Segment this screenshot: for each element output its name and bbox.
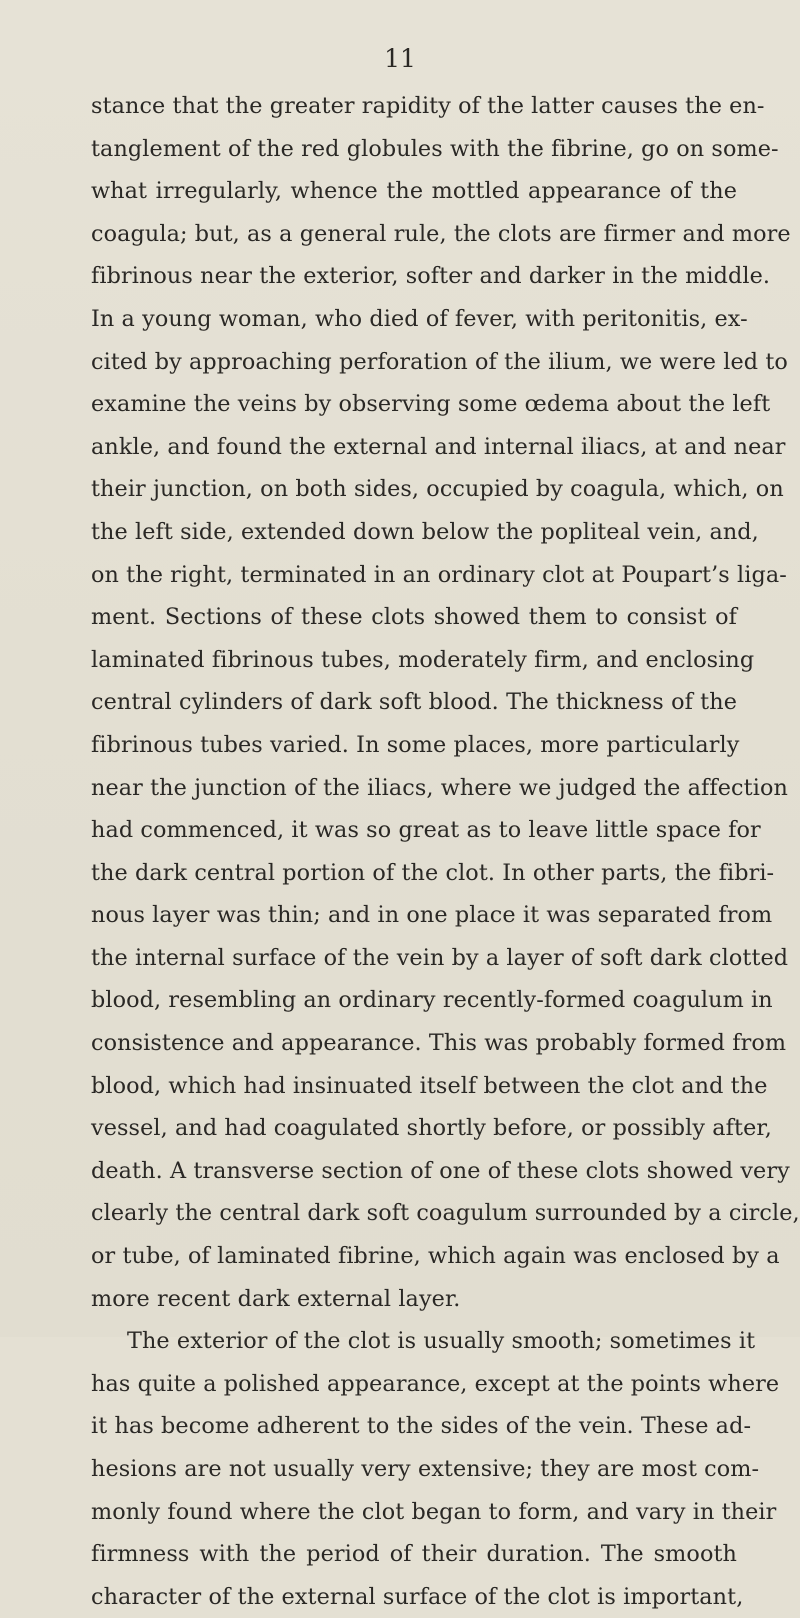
text-line: stance that the greater rapidity of the latter causes the en-: [91, 93, 765, 119]
text-line: blood, resembling an ordinary recently-formed coagulum in: [91, 987, 773, 1014]
text-line: ankle, and found the external and internal iliacs, at and near: [91, 433, 786, 460]
text-line: had commenced, it was so great as to leave little space for: [91, 817, 761, 844]
text-line: blood, which had insinuated itself between the clot and the: [91, 1072, 768, 1099]
text-line: central cylinders of dark soft blood. The thickness of the: [91, 689, 737, 716]
text-line: it has become adherent to the sides of the vein. These ad-: [91, 1413, 752, 1440]
text-line: fibrinous near the exterior, softer and darker in the middle.: [91, 263, 771, 290]
text-line: vessel, and had coagulated shortly before, or possibly after,: [91, 1115, 772, 1142]
page-number: 11: [384, 44, 416, 73]
text-line: nous layer was thin; and in one place it was separated from: [91, 902, 773, 929]
text-line: or tube, of laminated fibrine, which again was enclosed by a: [91, 1243, 780, 1270]
text-line: laminated fibrinous tubes, moderately firm, and enclosing: [91, 646, 755, 673]
text-line: the left side, extended down below the popliteal vein, and,: [91, 518, 759, 545]
text-line: firmness with the period of their duration. The smooth: [91, 1541, 737, 1568]
text-line: clearly the central dark soft coagulum surrounded by a circle,: [91, 1200, 800, 1227]
text-line: hesions are not usually very extensive; they are most com-: [91, 1456, 760, 1482]
text-line: consistence and appearance. This was probably formed from: [91, 1030, 787, 1057]
text-line: character of the external surface of the clot is important,: [91, 1583, 744, 1610]
text-line: has quite a polished appearance, except at the points where: [91, 1370, 780, 1397]
paragraph-end-line: more recent dark external layer.: [91, 1285, 461, 1312]
text-line: fibrinous tubes varied. In some places, more particularly: [91, 731, 740, 758]
text-line: cited by approaching perforation of the ilium, we were led to: [91, 348, 788, 375]
text-line: the internal surface of the vein by a layer of soft dark clotted: [91, 944, 789, 971]
text-line: coagula; but, as a general rule, the clots are firmer and more: [91, 220, 791, 247]
body-text: [91, 85, 800, 1618]
text-line: ment. Sections of these clots showed them to consist of: [91, 604, 737, 631]
text-line: on the right, terminated in an ordinary clot at Poupart’s liga-: [91, 561, 787, 588]
text-line: death. A transverse section of one of these clots showed very: [91, 1157, 790, 1184]
text-line: tanglement of the red globules with the fibrine, go on some-: [91, 135, 779, 162]
text-line: near the junction of the iliacs, where we judged the affection: [91, 774, 788, 801]
text-line: In a young woman, who died of fever, with peritonitis, ex-: [91, 305, 748, 332]
text-line: monly found where the clot began to form, and vary in their: [91, 1498, 777, 1525]
text-line: what irregularly, whence the mottled appearance of the: [91, 178, 737, 205]
text-line: their junction, on both sides, occupied by coagula, which, on: [91, 476, 784, 503]
text-line: the dark central portion of the clot. In other parts, the fibri-: [91, 859, 775, 886]
paragraph-start-line: The exterior of the clot is usually smooth; sometimes it: [127, 1328, 756, 1355]
text-line: examine the veins by observing some œdema about the left: [91, 391, 771, 418]
